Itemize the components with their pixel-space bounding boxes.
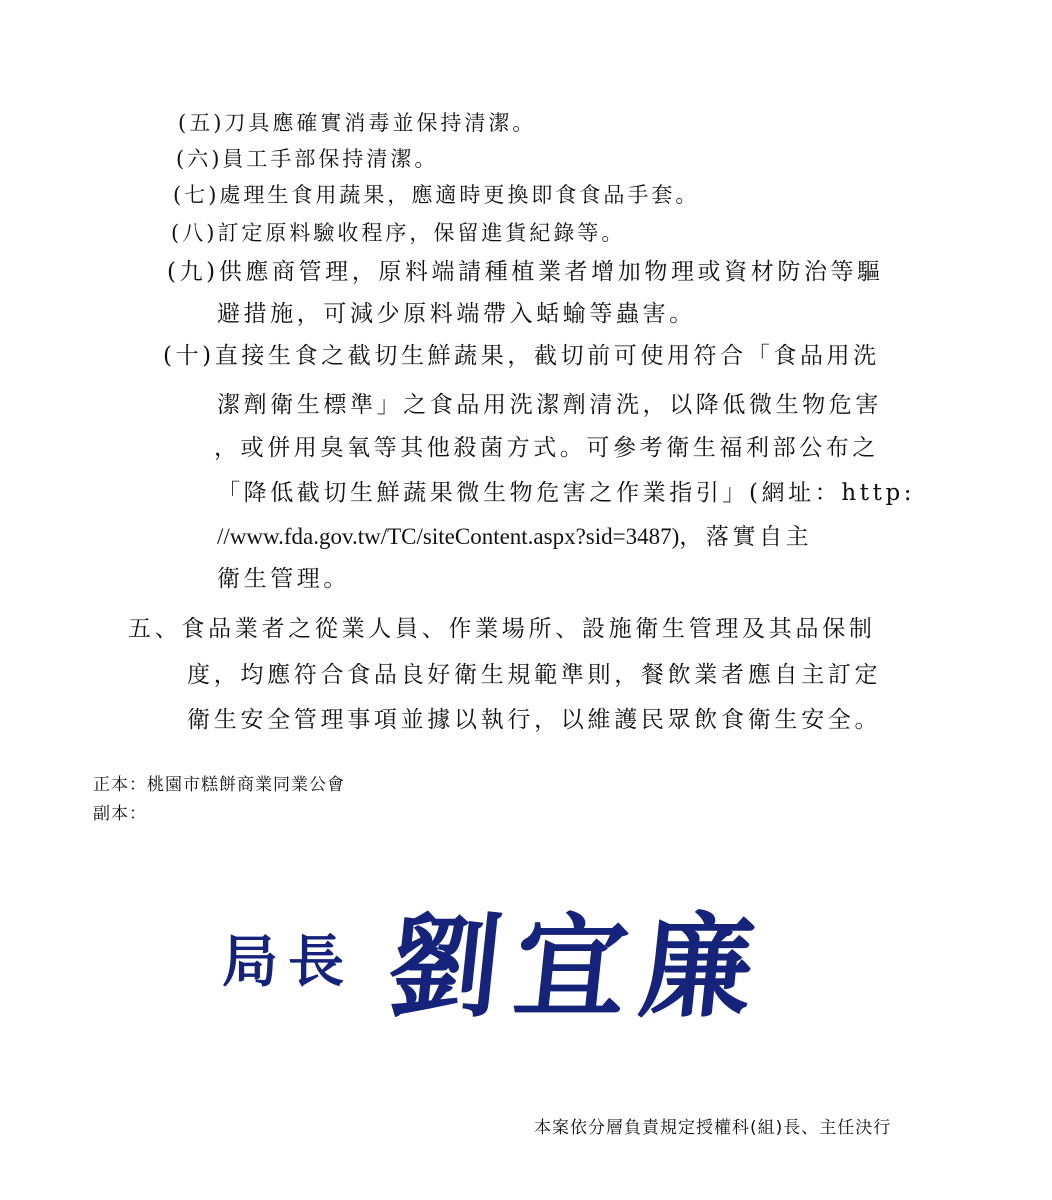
item-text: 處理生食用蔬果，應適時更換即食食品手套。 bbox=[219, 183, 700, 207]
item-10-line-2: 潔劑衛生標準」之食品用洗潔劑清洗，以降低微生物危害 bbox=[217, 392, 882, 418]
item-text: 員工手部保持清潔。 bbox=[222, 147, 439, 171]
section-text: 食品業者之從業人員、作業場所、設施衛生管理及其品保制 bbox=[181, 616, 876, 642]
item-5 bbox=[178, 108, 536, 138]
section-5-first-line bbox=[128, 614, 876, 644]
item-marker: (十) bbox=[163, 343, 215, 369]
delegation-note: 本案依分層負責規定授權科(組)長、主任決行 bbox=[534, 1118, 892, 1138]
item-text: 刀具應確實消毒並保持清潔。 bbox=[224, 111, 537, 135]
signature-name: 劉宜廉 bbox=[382, 902, 774, 1033]
item-7 bbox=[173, 180, 699, 210]
item-text: 供應商管理，原料端請種植業者增加物理或資材防治等驅 bbox=[218, 259, 884, 285]
item-9 bbox=[167, 257, 884, 287]
signature-title: 局長 bbox=[222, 929, 354, 995]
item-9-continuation: 避措施，可減少原料端帶入蛞蝓等蟲害。 bbox=[217, 301, 696, 327]
item-10-line-4: 「降低截切生鮮蔬果微生物危害之作業指引」(網址：http: bbox=[217, 480, 916, 506]
item-marker: (九) bbox=[167, 259, 219, 285]
copy-recipient: 副本： bbox=[93, 804, 147, 824]
original-recipient: 正本：桃園市糕餅商業同業公會 bbox=[93, 775, 345, 795]
item-6 bbox=[176, 144, 438, 174]
section-5-line-2: 度，均應符合食品良好衛生規範準則，餐飲業者應自主訂定 bbox=[187, 662, 882, 688]
url-suffix: ，落實自主 bbox=[679, 524, 813, 550]
item-10-line-3: ，或併用臭氧等其他殺菌方式。可參考衛生福利部公布之 bbox=[214, 435, 879, 461]
item-8 bbox=[171, 218, 625, 248]
item-10 bbox=[163, 341, 880, 371]
section-marker: 五、 bbox=[128, 616, 182, 642]
item-marker: (八) bbox=[171, 221, 218, 245]
item-marker: (六) bbox=[176, 147, 223, 171]
section-5-line-3: 衛生安全管理事項並據以執行，以維護民眾飲食衛生安全。 bbox=[187, 707, 882, 733]
item-10-line-6: 衛生管理。 bbox=[217, 566, 350, 592]
guideline-url: //www.fda.gov.tw/TC/siteContent.aspx?sid=3487) bbox=[217, 524, 680, 549]
item-text: 訂定原料驗收程序，保留進貨紀錄等。 bbox=[217, 221, 626, 245]
item-text: 直接生食之截切生鮮蔬果，截切前可使用符合「食品用洗 bbox=[214, 343, 880, 369]
item-marker: (五) bbox=[178, 111, 225, 135]
item-10-line-5 bbox=[217, 522, 812, 552]
item-marker: (七) bbox=[173, 183, 220, 207]
